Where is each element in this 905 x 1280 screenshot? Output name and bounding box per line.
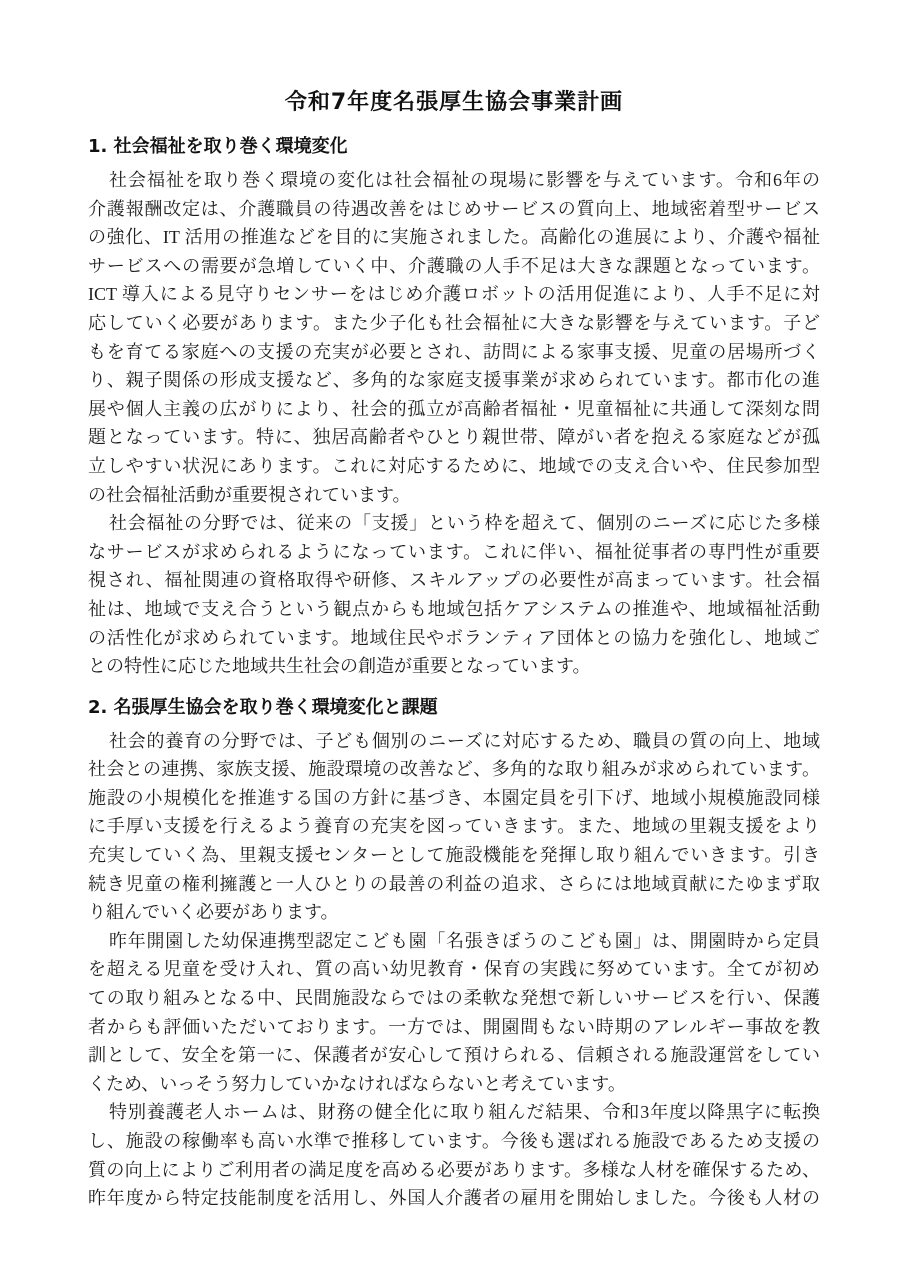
body-line: なサービスが求められるようになっています。これに伴い、福祉従事者の専門性が重要 [88,541,820,562]
body-line: 続き児童の権利擁護と一人ひとりの最善の利益の追求、さらには地域貢献にたゆまず取 [88,873,820,894]
section-2-paragraph-2 [88,927,820,1099]
body-line: ICT 導入による見守りセンサーをはじめ介護ロボットの活用促進により、人手不足に対 [88,284,820,305]
body-line: 視され、福祉関連の資格取得や研修、スキルアップの必要性が高まっています。社会福 [88,570,820,591]
body-line: 展や個人主義の広がりにより、社会的孤立が高齢者福祉・児童福祉に共通して深刻な問 [88,398,820,419]
body-line: 介護報酬改定は、介護職員の待遇改善をはじめサービスの質向上、地域密着型サービス [88,198,820,219]
body-line: もを育てる家庭への支援の充実が必要とされ、訪問による家事支援、児童の居場所づく [88,341,820,362]
body-line: の活性化が求められています。地域住民やボランティア団体との協力を強化し、地域ご [88,627,820,648]
body-line: 訓として、安全を第一に、保護者が安心して預けられる、信頼される施設運営をしてい [88,1045,820,1066]
body-line: サービスへの需要が急増していく中、介護職の人手不足は大きな課題となっています。 [88,255,820,276]
body-line: 社会との連携、家族支援、施設環境の改善など、多角的な取り組みが求められています。 [88,759,820,780]
body-line: くため、いっそう努力していかなければならないと考えています。 [88,1073,626,1094]
section-2-paragraph-3 [88,1098,820,1212]
body-line: を超える児童を受け入れ、質の高い幼児教育・保育の実践に努めています。全てが初め [88,959,820,980]
body-line: ての取り組みとなる中、民間施設ならではの柔軟な発想で新しいサービスを行い、保護 [88,988,820,1009]
body-line: 題となっています。特に、独居高齢者やひとり親世帯、障がい者を抱える家庭などが孤 [88,427,820,448]
body-line: の社会福祉活動が重要視されています。 [88,484,411,505]
body-line: 社会的養育の分野では、子ども個別のニーズに対応するため、職員の質の向上、地域 [109,730,820,751]
body-line: 施設の小規模化を推進する国の方針に基づき、本園定員を引下げ、地域小規模施設同様 [88,787,820,808]
body-line: 社会福祉を取り巻く環境の変化は社会福祉の現場に影響を与えています。令和6年の [109,170,820,190]
section-2-paragraph-1 [88,727,820,927]
body-line: り、親子関係の形成支援など、多角的な家庭支援事業が求められています。都市化の進 [88,370,820,391]
body-line: 充実していく為、里親支援センターとして施設機能を発揮し取り組んでいきます。引き [88,845,820,866]
body-line: 特別養護老人ホームは、財務の健全化に取り組んだ結果、令和3年度以降黒字に転換 [109,1102,820,1123]
body-line: 昨年度から特定技能制度を活用し、外国人介護者の雇用を開始しました。今後も人材の [88,1188,820,1209]
section-2-heading: 2. 名張厚生協会を取り巻く環境変化と課題 [88,696,438,718]
body-line: 立しやすい状況にあります。これに対応するために、地域での支え合いや、住民参加型 [88,455,820,476]
body-line: し、施設の稼働率も高い水準で推移しています。今後も選ばれる施設であるため支援の [88,1131,820,1151]
body-line: に手厚い支援を行えるよう養育の充実を図っていきます。また、地域の里親支援をより [88,816,820,837]
body-line: との特性に応じた地域共生社会の創造が重要となっています。 [88,656,591,677]
body-line: 質の向上によりご利用者の満足度を高める必要があります。多様な人材を確保するため、 [88,1159,820,1180]
body-line: 応していく必要があります。また少子化も社会福祉に大きな影響を与えています。子ど [88,312,820,333]
body-line: 社会福祉の分野では、従来の「支援」という枠を超えて、個別のニーズに応じた多様 [109,513,820,534]
section-1-paragraph-1 [88,166,820,509]
document-title: 令和7年度名張厚生協会事業計画 [284,90,624,115]
section-1-paragraph-2 [88,509,820,681]
body-line: り組んでいく必要があります。 [88,902,339,923]
section-1-heading: 1. 社会福祉を取り巻く環境変化 [88,136,348,157]
body-line: の強化、IT 活用の推進などを目的に実施されました。高齢化の進展により、介護や福祉 [88,227,820,248]
body-line: 昨年開園した幼保連携型認定こども園「名張きぼうのこども園」は、開園時から定員 [109,930,820,951]
body-line: 祉は、地域で支え合うという観点からも地域包括ケアシステムの推進や、地域福祉活動 [88,598,820,619]
body-line: 者からも評価いただいております。一方では、開園間もない時期のアレルギー事故を教 [88,1016,820,1037]
